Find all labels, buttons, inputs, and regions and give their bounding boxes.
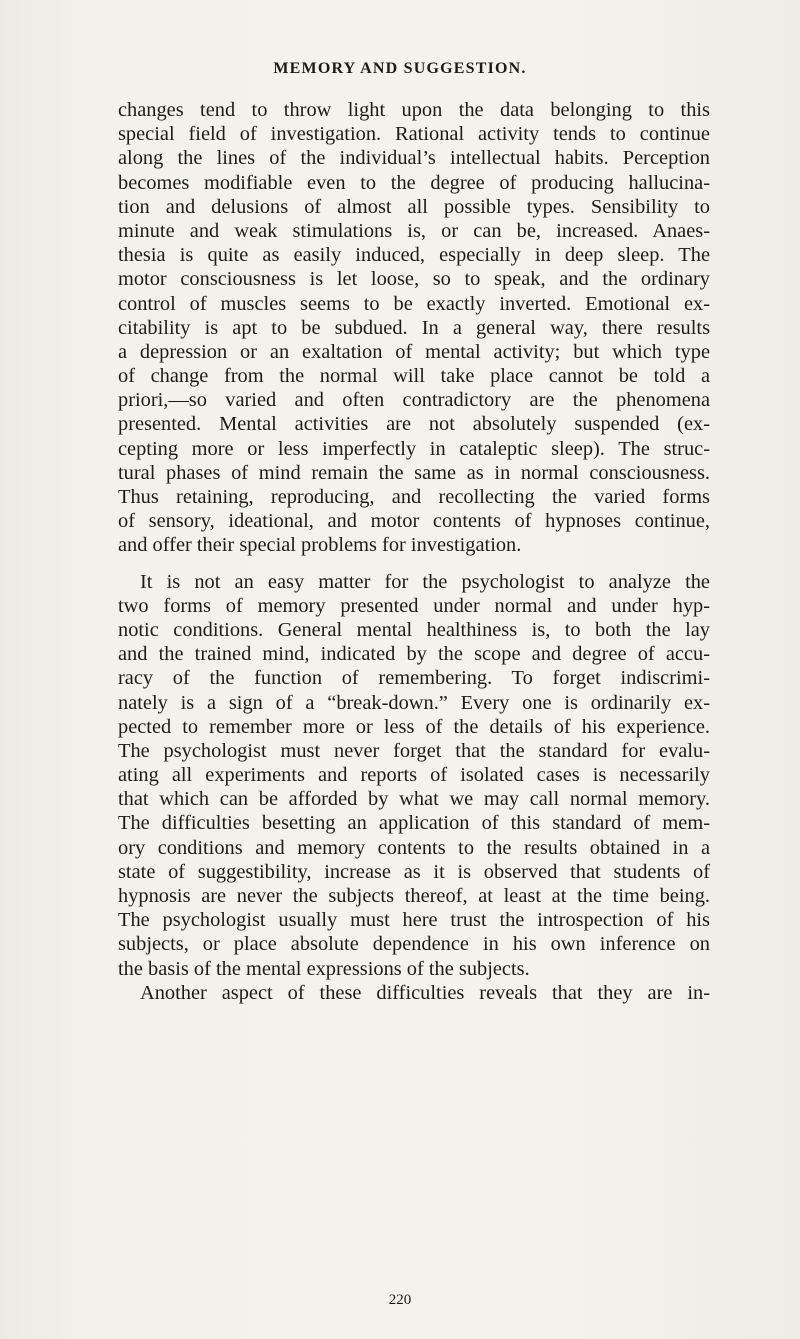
text-line: The psychologist must never forget that the standard for evalu- [118, 739, 710, 762]
text-line: changes tend to throw light upon the data belonging to this [118, 99, 710, 121]
text-line: tion and delusions of almost all possible types. Sensibility to [118, 195, 710, 218]
text-line: ory conditions and memory contents to the results obtained in a [118, 836, 710, 859]
text-line: thesia is quite as easily induced, especially in deep sleep. The [118, 244, 710, 267]
text-line: of sensory, ideational, and motor contents of hypnoses continue, [118, 510, 710, 533]
text-line: hypnosis are never the subjects thereof, at least at the time being. [118, 885, 710, 907]
text-line: pected to remember more or less of the details of his experience. [118, 715, 710, 738]
text-line: subjects, or place absolute dependence in his own inference on [118, 933, 710, 956]
text-line: state of suggestibility, increase as it is observed that students of [118, 860, 710, 883]
page-number: 220 [388, 1292, 412, 1308]
text-line: special field of investigation. Rational activity tends to continue [118, 123, 710, 146]
text-line: becomes modifiable even to the degree of producing hallucina- [118, 171, 710, 194]
text-line: citability is apt to be subdued. In a general way, there results [118, 316, 710, 339]
text-line: a depression or an exaltation of mental activity; but which type [118, 340, 710, 363]
text-line: Thus retaining, reproducing, and recollecting the varied forms [118, 486, 710, 508]
text-line: that which can be afforded by what we may call normal memory. [118, 788, 710, 811]
text-line: of change from the normal will take place cannot be told a [118, 365, 710, 388]
text-line: along the lines of the individual’s intellectual habits. Perception [118, 147, 710, 170]
paragraph-2 [118, 570, 710, 1005]
text-line: priori,—so varied and often contradictory are the phenomena [118, 389, 710, 412]
text-line: and the trained mind, indicated by the scope and degree of accu- [118, 643, 710, 666]
text-line: notic conditions. General mental healthiness is, to both the lay [118, 618, 710, 641]
text-line: the basis of the mental expressions of the subjects. [118, 957, 530, 980]
text-line: racy of the function of remembering. To forget indiscrimi- [118, 667, 710, 690]
running-head: MEMORY AND SUGGESTION. [273, 60, 527, 77]
body-text [118, 98, 710, 1005]
text-line: motor consciousness is let loose, so to speak, and the ordinary [118, 268, 710, 291]
paragraph-gap [118, 558, 710, 570]
text-line: Another aspect of these difficulties reveals that they are in- [140, 981, 710, 1004]
text-line: It is not an easy matter for the psychologist to analyze the [140, 570, 710, 593]
text-line: two forms of memory presented under normal and under hyp- [118, 594, 710, 617]
text-line: nately is a sign of a “break-down.” Every one is ordinarily ex- [118, 691, 710, 714]
text-line: tural phases of mind remain the same as in normal consciousness. [118, 461, 710, 484]
text-line: ating all experiments and reports of isolated cases is necessarily [118, 764, 710, 787]
text-line: control of muscles seems to be exactly inverted. Emotional ex- [118, 292, 710, 315]
paragraph-1 [118, 98, 710, 558]
text-line: minute and weak stimulations is, or can be, increased. Anaes- [118, 219, 710, 242]
text-line: presented. Mental activities are not absolutely suspended (ex- [118, 413, 710, 436]
text-line: and offer their special problems for investigation. [118, 534, 522, 557]
text-line: The difficulties besetting an application of this standard of mem- [118, 812, 710, 835]
text-line: cepting more or less imperfectly in cataleptic sleep). The struc- [118, 437, 710, 460]
text-line: The psychologist usually must here trust the introspection of his [118, 909, 710, 932]
